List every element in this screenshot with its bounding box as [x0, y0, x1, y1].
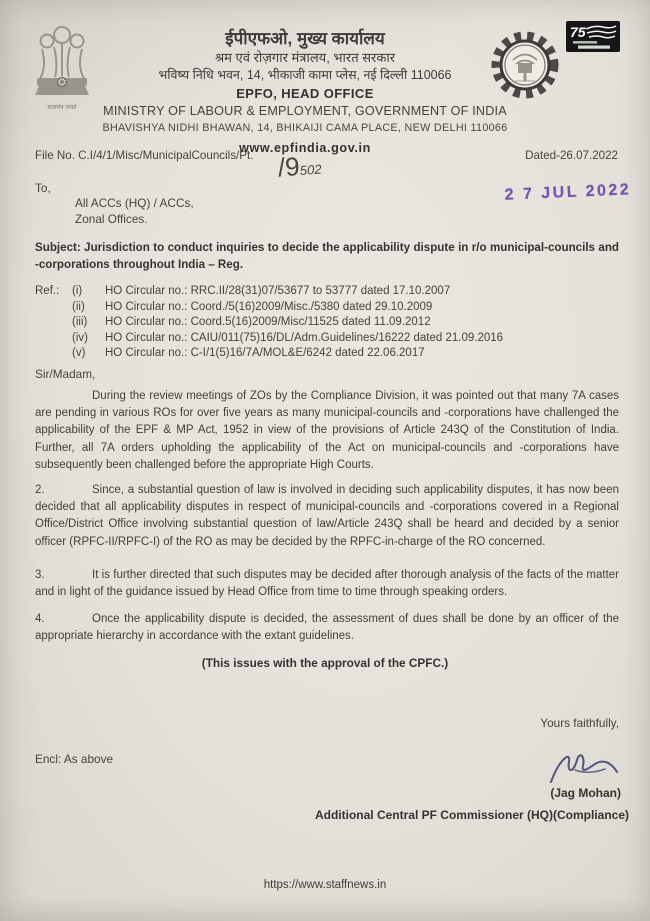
references-list — [35, 284, 619, 362]
body-paragraph-3: 3. It is further directed that such disputes may be decided after thorough analysis of the facts of the matter and in light of the guidance issued by Head Office from time to time through speaking orders. — [35, 569, 619, 599]
signatory-name: (Jag Mohan) — [550, 786, 621, 800]
handwritten-file-number: /9502 — [276, 151, 323, 183]
letterhead — [60, 28, 550, 156]
reference-text: HO Circular no.: RRC.II/28(31)07/53677 to 53777 dated 17.10.2007 — [105, 285, 451, 297]
approval-note: (This issues with the approval of the CPFC.) — [201, 656, 449, 670]
reference-text: HO Circular no.: Coord.5(16)2009/Misc/11525 dated 11.09.2012 — [105, 316, 431, 329]
azadi-75-label: 75 — [570, 24, 586, 40]
letterhead-office: EPFO, HEAD OFFICE — [236, 86, 374, 102]
letterhead-ministry: MINISTRY OF LABOUR & EMPLOYMENT, GOVERNMENT OF INDIA — [103, 104, 507, 119]
reference-item — [35, 331, 619, 347]
body-paragraph-4: 4. Once the applicability dispute is decided, the assessment of dues shall be done by an officer of the appropriate hierarchy in accordance with the extant guidelines. — [35, 613, 619, 643]
salutation: Sir/Madam, — [35, 367, 96, 381]
reference-text: HO Circular no.: CAIU/011(75)16/DL/Adm.Guidelines/16222 dated 21.09.2016 — [105, 331, 504, 344]
reference-text: HO Circular no.: C-I/1(5)16/7A/MOL&E/6242 dated 22.06.2017 — [105, 347, 425, 360]
reference-number: (iv) — [72, 331, 88, 344]
file-number: File No. C.I/4/1/Misc/MunicipalCouncils/Pt. — [35, 149, 254, 162]
emblem-motto: सत्यमेव जयते — [47, 105, 77, 111]
reference-item — [35, 300, 619, 316]
paragraph-number: 3. — [35, 569, 45, 581]
enclosure-note: Encl: As above — [35, 752, 114, 766]
body-paragraph-1: During the review meetings of ZOs by the Compliance Division, it was pointed out that many 7A cases are pending in various ROs for over five years as many municipal-councils and -corporations have challenged the applicability of the EPF & MP Act, 1952 in view of the provisions of Article 243Q of the Constitution of India. Further, all 7A orders upholding the applicability of the Act on municipal-councils and -corporations have subsequently been challenged before the appropriate High Courts. — [35, 390, 619, 471]
reference-text: HO Circular no.: Coord./5(16)2009/Misc./5380 dated 29.10.2009 — [105, 300, 433, 313]
addressee-line2: Zonal Offices. — [75, 211, 148, 226]
reference-item — [35, 284, 619, 300]
signatory-designation: Additional Central PF Commissioner (HQ)(Compliance) — [314, 808, 629, 822]
received-date-stamp: 2 7 JUL 2022 — [504, 181, 632, 204]
body-paragraph-2: 2. Since, a substantial question of law is involved in deciding such applicability disputes, it has now been decided that all applicability disputes in respect of municipal-councils and -corporations covered in a Regional Office/District Office involving substantial question of law/Article 243Q shall be heard and decided by a senior officer (RPFC-II/RPFC-I) of the RO as may be decided by the RPFC-in-charge of the RO concerned. — [35, 484, 619, 548]
source-watermark: https://www.staffnews.in — [263, 879, 387, 891]
paragraph-number: 4. — [35, 613, 45, 625]
subject-line: Subject: Jurisdiction to conduct inquiries to decide the applicability dispute in r/o municipal-councils and -corporations throughout India – Reg. — [35, 241, 619, 271]
file-meta-row — [35, 149, 618, 162]
letterhead-address: BHAVISHYA NIDHI BHAWAN, 14, BHIKAIJI CAMA PLACE, NEW DELHI 110066 — [102, 122, 508, 135]
letterhead-website: www.epfindia.gov.in — [239, 140, 371, 155]
paragraph-number: 2. — [35, 484, 45, 496]
azadi-ka-amrit-mahotsav-logo — [566, 21, 620, 58]
letter-date: Dated-26.07.2022 — [525, 149, 618, 162]
reference-number: (ii) — [72, 300, 85, 313]
addressee-line1: All ACCs (HQ) / ACCs, — [75, 196, 194, 211]
addressee-block — [35, 181, 194, 227]
references-label: Ref.: — [35, 285, 60, 297]
reference-item — [35, 315, 619, 331]
reference-item — [35, 346, 619, 362]
letterhead-hindi-title: ईपीएफओ, मुख्य कार्यालय — [225, 29, 385, 48]
valediction: Yours faithfully, — [540, 716, 619, 730]
reference-number: (v) — [72, 347, 86, 360]
reference-number: (i) — [72, 285, 83, 297]
reference-number: (iii) — [72, 316, 88, 329]
addressee-to: To, — [35, 181, 51, 195]
letterhead-hindi-ministry: श्रम एवं रोज़गार मंत्रालय, भारत सरकार — [214, 50, 396, 66]
letterhead-hindi-address: भविष्य निधि भवन, 14, भीकाजी कामा प्लेस, नई दिल्ली 110066 — [158, 67, 452, 82]
